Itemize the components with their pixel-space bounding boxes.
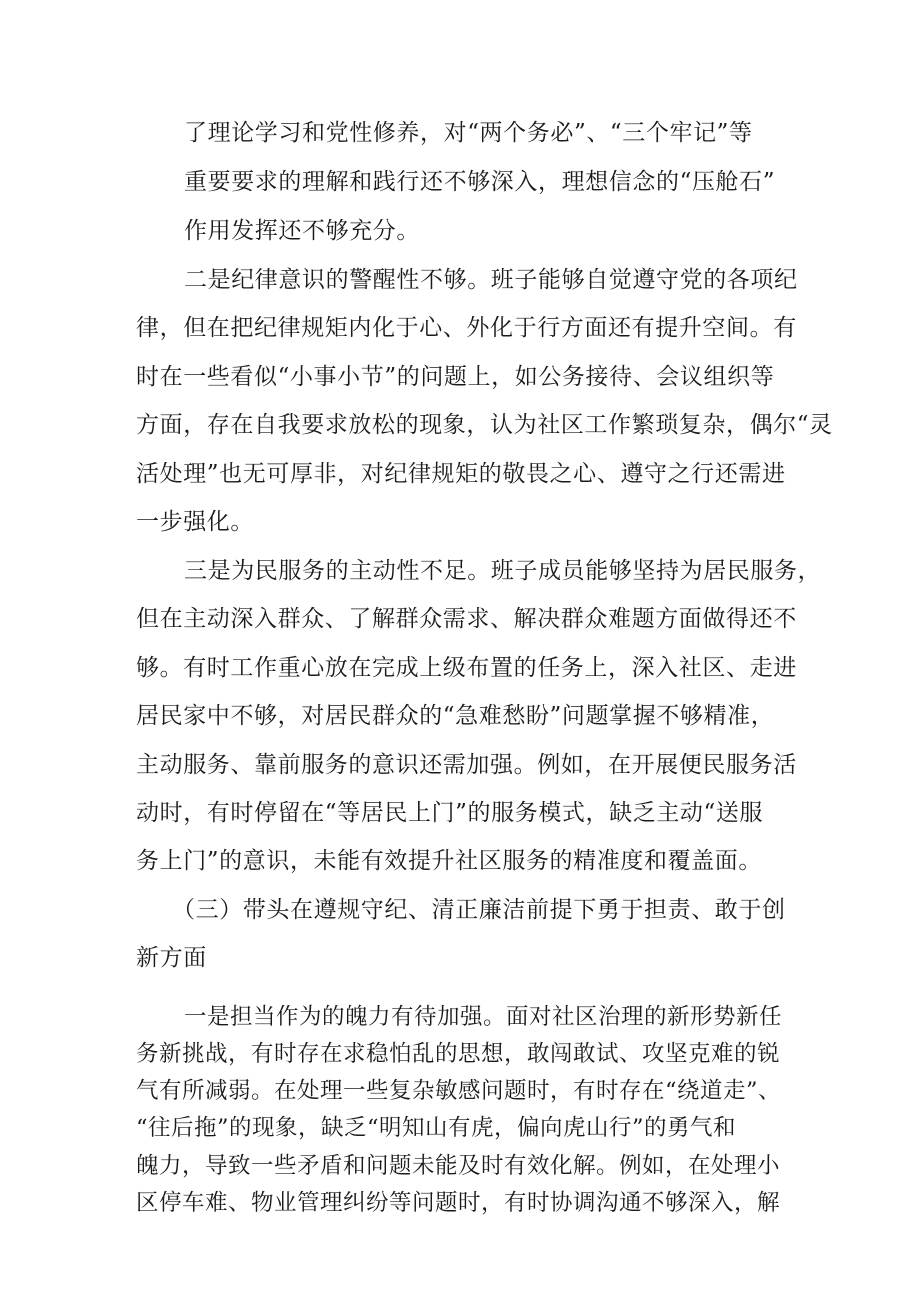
text-line: 作用发挥还不够充分。 bbox=[184, 218, 420, 244]
text-line: 动时，有时停留在“等居民上门”的服务模式，缺乏主动“送服 bbox=[136, 800, 764, 826]
text-line: 区停车难、物业管理纠纷等问题时，有时协调沟通不够深入，解 bbox=[136, 1190, 781, 1216]
text-line: 气有所减弱。在处理一些复杂敏感问题时，有时存在“绕道走”、 bbox=[136, 1078, 782, 1104]
heading-line: 新方面 bbox=[136, 945, 207, 971]
text-line: 了理论学习和党性修养，对“两个务必”、“三个牢记”等 bbox=[184, 120, 753, 146]
text-line: 方面，存在自我要求放松的现象，认为社区工作繁琐复杂，偶尔“灵 bbox=[136, 412, 833, 438]
text-line: 二是纪律意识的警醒性不够。班子能够自觉遵守党的各项纪 bbox=[184, 267, 798, 293]
text-line: 一步强化。 bbox=[136, 509, 254, 535]
text-line: 主动服务、靠前服务的意识还需加强。例如，在开展便民服务活 bbox=[136, 752, 797, 778]
text-line: 活处理”也无可厚非，对纪律规矩的敬畏之心、遵守之行还需进 bbox=[136, 461, 786, 487]
text-line: 居民家中不够，对居民群众的“急难愁盼”问题掌握不够精准， bbox=[136, 703, 775, 729]
text-line: 律，但在把纪律规矩内化于心、外化于行方面还有提升空间。有 bbox=[136, 315, 797, 341]
text-line: 够。有时工作重心放在完成上级布置的任务上，深入社区、走进 bbox=[136, 655, 797, 681]
text-line: “往后拖”的现象，缺乏“明知山有虎，偏向虎山行”的勇气和 bbox=[136, 1115, 737, 1141]
text-line: 时在一些看似“小事小节”的问题上，如公务接待、会议组织等 bbox=[136, 364, 775, 390]
text-line: 魄力，导致一些矛盾和问题未能及时有效化解。例如，在处理小 bbox=[136, 1153, 781, 1179]
text-line: 一是担当作为的魄力有待加强。面对社区治理的新形势新任 bbox=[184, 1004, 783, 1030]
text-line: 但在主动深入群众、了解群众需求、解决群众难题方面做得还不 bbox=[136, 606, 797, 632]
text-line: 务上门”的意识，未能有效提升社区服务的精准度和覆盖面。 bbox=[136, 848, 762, 874]
heading-line: （三）带头在遵规守纪、清正廉洁前提下勇于担责、敢于创 bbox=[172, 897, 786, 923]
text-line: 务新挑战，有时存在求稳怕乱的思想，敢闯敢试、攻坚克难的锐 bbox=[136, 1041, 781, 1067]
text-line: 三是为民服务的主动性不足。班子成员能够坚持为居民服务， bbox=[184, 558, 822, 584]
text-line: 重要要求的理解和践行还不够深入，理想信念的“压舱石” bbox=[184, 169, 776, 195]
